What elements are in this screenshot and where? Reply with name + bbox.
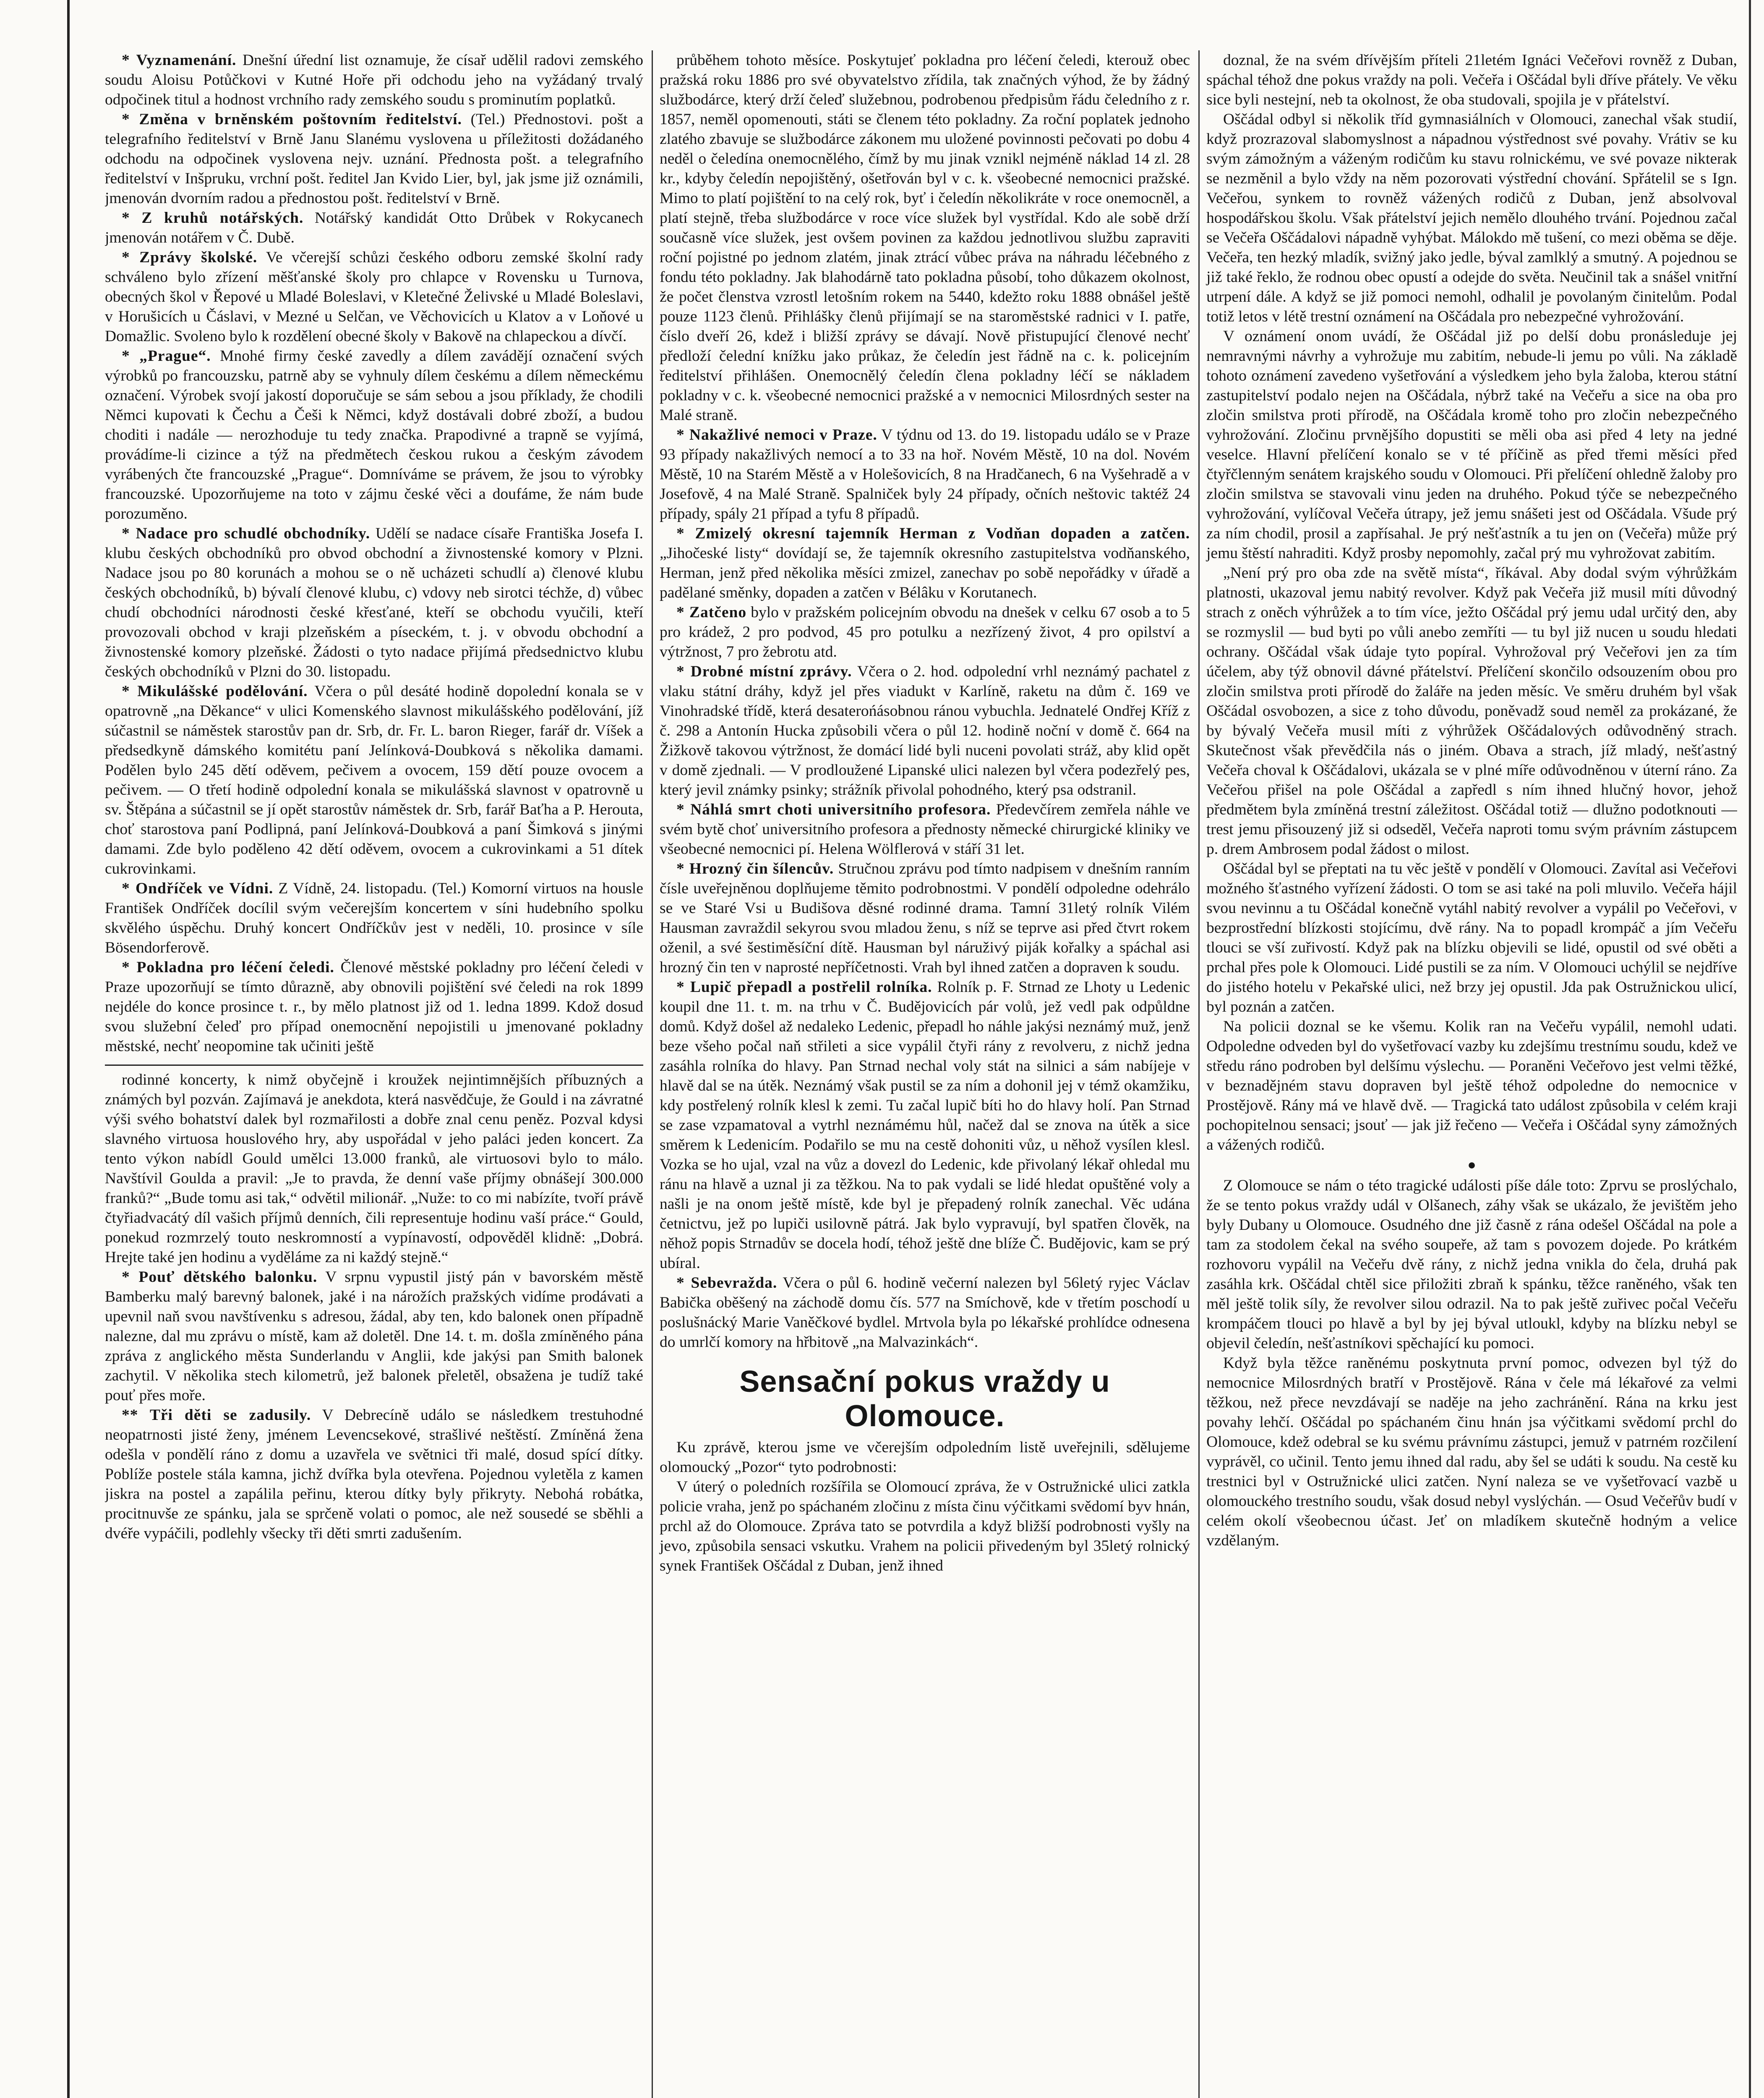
news-headline: * Zmizelý okresní tajemník Herman z Vodňan dopaden a zatčen. (676, 525, 1190, 542)
column-3 (1198, 50, 1737, 2098)
news-item (1206, 859, 1737, 1017)
news-headline: * Nakažlivé nemoci v Praze. (676, 426, 877, 444)
news-item (105, 346, 643, 524)
news-text: Dnešní úřední list oznamuje, že císař udělil radovi zemského soudu Aloisu Potůčkovi v Kutné Hoře při odchodu jeho na vyžádaný trvalý odpočinek titul a hodnost vrchního rady zemského soudu s prominutím poplatků. (105, 52, 643, 108)
news-item (660, 50, 1190, 425)
news-text: průběhem tohoto měsíce. Poskytujeť pokladna pro léčení čeledi, kterouž obec pražská roku 1886 pro své obyvatelstvo zřídila, tak značných výhod, že by žádný službodárce, který drží čeleď služebnou, podrobenou předpisům řádu čeledního z r. 1857, neměl opomenouti, státi se členem této pokladny. Za roční poplatek jednoho zlatého zbavuje se službodárce zákonem mu uložené povinnosti pečovati po dobu 4 neděl o čeledína onemocnělého, čímž by mu jinak vznikl nejméně náklad 14 zl. 28 kr., kdyby čeledín nepojištěný, ošetřován byl v c. k. všeobecné nemocnici pražské. Mimo to platí pojištění to na celý rok, byť i čeledín několikráte v roce onemocněl, a platí stejně, třeba službodárce v roce více služek byl vystřídal. Kdo ale sobě drží současně více služek, jest ovšem povinen za každou jednotlivou službu zapraviti roční pojistné po jednom zlatém, jinak ztrácí vůbec práva na náhradu léčebného z fondu této pokladny. Jak blahodárně tato pokladna působí, toho důkazem okolnost, že počet členstva vzrostl letošním rokem na 5440, kdežto roku 1888 obnášel ještě pouze 1123 členů. Přihlášky členů přijímají se na staroměstské radnici v I. patře, číslo dveří 26, kdež i bližší zprávy se dávají. Nově přistupující členové nechť předloží čelední knížku jako průkaz, že čeledín jest řádně na c. k. policejním ředitelství přihlášen. Onemocnělý čeledín člena pokladny léčí se nákladem pokladny v c. k. všeobecné nemocnici pražské a v nemocnici Milosrdných sester na Malé straně. (660, 52, 1190, 424)
news-headline: * Mikulášské podělování. (122, 683, 308, 700)
news-headline: ** Tři děti se zadusily. (122, 1406, 311, 1424)
news-headline: * Drobné místní zprávy. (676, 663, 852, 680)
news-text: Stručnou zprávu pod tímto nadpisem v dnešním ranním čísle uveřejněnou doplňujeme těmito podrobnostmi. V pondělí odpoledne odehrálo se ve Staré Vsi u Budišova děsné rodinné drama. Tamní 31letý rolník Vilém Hausman zavraždil sekyrou svou mladou ženu, s níž se teprve asi před čtvrt rokem oženil, a své šestiměsíční dítě. Hausman byl náruživý piják kořalky a spáchal asi hrozný čin ten v naprosté nepříčetnosti. Vrah byl ihned zatčen a dopraven k soudu. (660, 860, 1190, 976)
news-text: rodinné koncerty, k nimž obyčejně i kroužek nejintimnějších příbuzných a známých byl pozván. Zajímavá je anekdota, která nasvědčuje, že Gould i na závratné výši svého bohatství dalek byl rozmařilosti a dobře znal cenu peněz. Pozval kdysi slavného virtuosa houslového hry, aby uspořádal v jeho paláci jeden koncert. Za tento výkon nabídl Gould umělci 13.000 franků, ale virtuosovi bylo to málo. Navštívil Goulda a pravil: „Je to pravda, že denní vaše příjmy obnášejí 300.000 franků?“ „Bude tomu asi tak,“ odvětil milionář. „Nuže: to co mi nabízíte, tvoří právě čtyřiadvacátý díl vašich příjmů denních, čili representuje hodinu vaší práce.“ Gould, ponekud rozmrzelý touto neskromností a vypínavostí, odpověděl klidně: „Dobrá. Hrejte také jen hodinu a vyděláme za ni každý stejně.“ (105, 1071, 643, 1266)
news-headline: * Z kruhů notářských. (122, 209, 304, 227)
news-text: Z Vídně, 24. listopadu. (Tel.) Komorní virtuos na housle František Ondříček docílil svým večerejším koncertem v síni hudebního spolku skvělého úspěchu. Druhý koncert Ondříčkův jest v neděli, 10. prosince v síle Bösendorferově. (105, 880, 643, 956)
news-text: Mnohé firmy české zavedly a dílem zavádějí označení svých výrobků po francouzsku, patrně aby se vyhnuly dílem českému a dílem německému označení. Výrobek svojí jakostí doporučuje se sám sebou a jsou příklady, že chodili Němci kupovati k Čechu a Češi k Němci, když dostávali dobré zboží, a budou choditi i nadále — nerozhoduje tu tedy značka. Prapodivné a trapně se vyjímá, provádíme-li cizince a týž na předmětech českou rukou a českým závodem vyrábených čte francouzské „Prague“. Domníváme se právem, že jsou to výrobky francouzské. Upozorňujeme na toto v zájmu české věci a doufáme, že nám bude porozuměno. (105, 347, 643, 522)
news-item (1206, 110, 1737, 326)
news-item (660, 800, 1190, 859)
news-headline: * Pouť dětského balonku. (122, 1268, 318, 1286)
news-text: Na policii doznal se ke všemu. Kolik ran na Večeřu vypálil, nemohl udati. Odpoledne odveden byl do vyšetřovací vazby ku zdejšímu trestnímu soudu, kdež ve středu ráno podroben byl delšímu výslechu. — Poraněni Večeřovo jest velmi těžké, v beznadějném stavu dopraven byl ještě téhož odpoledne do nemocnice v Prostějově. Rány má ve hlavě dvě. — Tragická tato událost způsobila v celém kraji pochopitelnou sensaci; jsouť — jak již řečeno — Večeřa i Oščádal syny zámožných a vážených rodičů. (1206, 1018, 1737, 1153)
section-dot-icon: ● (1467, 1157, 1476, 1173)
news-headline: * Zatčeno (676, 604, 747, 621)
news-text: Rolník p. F. Strnad ze Lhoty u Ledenic koupil dne 11. t. m. na trhu v Č. Budějovicích pár volů, jež vedl pak odpůldne domů. Když došel až nedaleko Ledenic, přepadl ho náhle jakýsi neznámý muž, jenž beze všeho počal naň střileti a sice vypálil čtyři rány z revolveru, z nichž jedna zasáhla rolníka do hlavy. Pan Strnad nechal voly stát na silnici a sám nabíjeje v hlavě dal se na útěk. Neznámý však pustil se za ním a dohonil jej v témž okamžiku, kdy postřelený rolník klesl k zemi. Tu začal lupič bíti ho do hlavy holí. Pan Strnad se zase vzpamatoval a vytrhl neznámému hůl, načež dal se znova na útěk a sice směrem k Ledenicím. Podařilo se mu na cestě dohoniti vůz, u něhož vysílen klesl. Vozka se ho ujal, vzal na vůz a dovezl do Ledenic, kde přivolaný lékař ohledal mu ránu na hlavě a uznal ji za těžkou. Na to pak vydali se lidé hledat opuštěné voly a našli je na onom ještě místě, kde byl je přepadený rolník zanechal. Věc udána četnictvu, jež po lupiči usilovně pátrá. Jak bylo vypravují, byl spatřen člověk, na něhož popis Strnadův se docela hodí, téhož ještě dne blíže Č. Budějovic, kam se prý ubíral. (660, 979, 1190, 1272)
news-item (1206, 1353, 1737, 1550)
column-1 (105, 50, 643, 2098)
news-text: Notářský kandidát Otto Drůbek v Rokycanech jmenován notářem v Č. Dubě. (105, 209, 643, 246)
news-text: bylo v pražském policejním obvodu na dnešek v celku 67 osob a to 5 pro krádež, 2 pro podvod, 45 pro potulku a nezřízený život, 4 pro opilství a výtržnost, 7 pro žebrotu atd. (660, 604, 1190, 660)
news-headline: * Změna v brněnském poštovním ředitelství. (122, 111, 462, 128)
news-text: (Tel.) Přednostovi. pošt a telegrafního ředitelství v Brně Janu Slanému vyslovena u příležitosti dožádaného odchodu na odpočinek vyslovena nejv. uznání. Přednosta pošt. a telegrafního ředitelství v Inšpruku, vrchní pošt. ředitel Jan Kvido Lier, byl, jak jsme již oznámili, jmenován dvorním radou a přednostou pošt. ředitelství v Brně. (105, 111, 643, 207)
news-text: Členové městské pokladny pro léčení čeledi v Praze upozorňují se tímto důrazně, aby obnovili pojištění své čeledi na rok 1899 nejdéle do konce prosince t. r., by mělo platnost již od 1. ledna 1899. Kdož dosud svou služební čeleď pro případ onemocnění nepojistili u jmenované pokladny městské, nechť neopomine tak učiniti ještě (105, 959, 643, 1055)
news-text: Ku zprávě, kterou jsme ve včerejším odpoledním listě uveřejnili, sdělujeme olomoucký „Pozor“ tyto podrobnosti: (660, 1439, 1190, 1476)
news-text: Oščádal byl se přeptati na tu věc ještě v pondělí v Olomouci. Zavítal asi Večeřovi možného šťastného vyřízení žádosti. O tom se asi také na poli mluvilo. Večeřa hájil svou nevinnu a tu Oščádal konečně vytáhl nabitý revolver a vypálil po Večeřovi, v bezprostřední blízkosti stojícímu, dvě rány. Na to popadl krompáč a jím Večeřu tlouci se vší zuřivostí. Když pak na blízku objevili se lidé, opustil od své oběti a prchal přes pole k Olomouci. Lidé pustili se za ním. V Olomouci uchýlil se nejdříve do jistého hotelu v Pekařské ulici, než brzy jej opustil. Jda pak Ostružnickou ulicí, byl poznán a zatčen. (1206, 860, 1737, 1015)
news-item (660, 977, 1190, 1273)
news-item (660, 1438, 1190, 1477)
news-item (1206, 563, 1737, 859)
news-item (1206, 326, 1737, 563)
news-text: Udělí se nadace císaře Františka Josefa I. klubu českých obchodníků pro obvod obchodní a živnostenské komory v Plzni. Nadace jsou po 80 korunách a mohou se o ně ucházeti schudlí a) členové klubu českých obchodníků, b) bývalí členové klubu, c) vdovy neb sirotci téchže, d) vůbec chudí obchodníci národnosti české křesťané, kteří se obchodu vyučili, kteří provozovali obchod v kraji plzeňském a píseckém, t. j. v obvodu obchodní a živnostenské komory plzeňské. Žádosti o tyto nadace přijímá předsednictvo klubu českých obchodníků v Plzni do 30. listopadu. (105, 525, 643, 680)
news-headline: * Náhlá smrt choti universitního profesora. (676, 801, 991, 818)
news-headline: * Pokladna pro léčení čeledi. (122, 959, 334, 976)
news-text: Když byla těžce raněnému poskytnuta první pomoc, odvezen byl týž do nemocnice Milosrdných bratří v Prostějově. Rána v čele má lékařové za velmi těžkou, než přece nevzdávají se naděje na jeho zachránění. Rána na krku jest povahy lehčí. Oščádal po spáchaném činu hnán jsa výčitkami svědomí prchl do Olomouce, kdež odebral se ku svému právnímu zástupci, jemuž v patrném rozčilení vyprávěl, co učinil. Tento jemu ihned dal radu, aby šel se udáti k soudu. Na cestě ku trestnici byl v Ostružnické ulici zatčen. Nyní naleza se ve vyšetřovací vazbě u olomouckého trestního soudu, však dosud nebyl vyslýchán. — Osud Večeřův budí v celém okolí všeobecnou účast. Jeť on mladíkem skutečně hodným a velice vzdělaným. (1206, 1354, 1737, 1549)
news-item (105, 1405, 643, 1543)
news-item (105, 524, 643, 681)
news-item (1206, 1017, 1737, 1155)
page-border-left (67, 0, 70, 2098)
news-headline: * Vyznamenání. (122, 52, 237, 69)
news-item (1206, 50, 1737, 110)
news-item (1206, 1176, 1737, 1353)
news-text: V Debrecíně událo se následkem trestuhodné neopatrnosti jisté ženy, jménem Levencsekové, strašlivé neštěstí. Zmíněná žena odešla v pondělí ráno z domu a uzavřela ve světnici tři malé, dosud spící dítky. Poblíže postele stála kamna, jichž dvířka byla otevřena. Pojednou vyletěla z kamen jiskra na postel a zapálila peřinu, kterou dítky byly přikryty. Nebohá robátka, procitnuvše ze spánku, jala se sprčeně volati o pomoc, ale než sousedé se sběhli a dvéře vypáčili, podlehly všecky tři děti smrti zadušením. (105, 1406, 643, 1542)
news-headline: * Nadace pro schudlé obchodníky. (122, 525, 371, 542)
news-text: Oščádal odbyl si několik tříd gymnasiálních v Olomouci, zanechal však studií, když prozrazoval slabomyslnost a nápadnou výstřednost své povahy. Vrátiv se ku svým zámožným a váženým rodičům ku stavu rolnickému, ve své povaze nikterak se nezměnil a bylo vždy na něm pozorovati výstřední chování. Spřátelil se s Ign. Večeřou, synkem to rovněž vážených rodičů z Duban, jenž absolvoval hospodářskou školu. Však přátelství jejich nemělo dlouhého trvání. Pojednou začal se Večeřa Oščádalovi nápadně vyhýbat. Málokdo mě tušení, co mezi oběma se děje. Večeřa, ten hezký mladík, svižný jako jedle, býval zamlklý a smutný. A pojednou se již také řeklo, že rodnou obec opustí a odejde do světa. Neučinil tak a snášel vnitřní utrpení dále. A když se již pomoci nemohl, odhalil je povolaným činitelům. Podal totiž letos v létě trestní oznámení na Oščádala pro nebezpečné vyhrožování. (1206, 111, 1737, 325)
news-headline: * Lupič přepadl a postřelil rolníka. (676, 979, 932, 996)
news-headline: * Hrozný čin šílencův. (676, 860, 834, 877)
news-item (105, 50, 643, 110)
news-item (105, 208, 643, 248)
news-text: Včera o půl 6. hodině večerní nalezen byl 56letý ryjec Václav Babička oběšený na záchodě domu čís. 577 na Smíchově, kde v třetím poschodí u poslušnácký Marie Vaněčkové bydlel. Mrtvola byla po lékařské prohlídce odnesena do umrlčí komory na hřbitově „na Malvazinkách“. (660, 1274, 1190, 1351)
column-2 (652, 50, 1190, 2098)
news-item (660, 1477, 1190, 1576)
news-text: doznal, že na svém dřívějším příteli 21letém Ignáci Večeřovi rovněž z Duban, spáchal téhož dne pokus vraždy na poli. Večeřa i Oščádal byli dříve přátely. Ve věku sice byli nestejní, neb ta okolnost, že oba studovali, spojila je v přátelství. (1206, 52, 1737, 108)
news-item (660, 524, 1190, 603)
news-text: V srpnu vypustil jistý pán v bavorském městě Bamberku malý barevný balonek, jaké i na nárožích pražských vidíme prodávati a upevnil naň svou navštívenku s adresou, žádal, aby ten, kdo balonek onen případně nalezne, dal mu zprávu o místě, kam až doletěl. Dne 14. t. m. došla zmíněného pána zpráva z anglického města Sunderlandu v Anglii, kde jakýsi pan Smith balonek zachytil. V několika stech kilometrů, jež balonek přeletěl, obsažena je tudíž také pouť přes moře. (105, 1268, 643, 1404)
news-item (105, 248, 643, 346)
news-item (105, 110, 643, 208)
news-headline: * „Prague“. (122, 347, 211, 365)
news-headline: * Ondříček ve Vídni. (122, 880, 274, 897)
news-item (105, 1267, 643, 1405)
news-text: Ve včerejší schůzi českého odboru zemské školní rady schváleno bylo zřízení měšťanské školy pro chlapce v Rovensku u Turnova, obecných škol v Řepové u Mladé Boleslavi, v Kletečné Želivské u Mladé Boleslavi, v Horušicích u Čáslavi, v Mezné u Selčan, ve Věchovicích u Klatov a v Loňové u Domažlic. Svoleno bylo k rozdělení obecné školy v Bakově na chlapeckou a dívčí. (105, 249, 643, 345)
page-border-right (1749, 0, 1751, 2098)
news-text: V oznámení onom uvádí, že Oščádal již po delší dobu pronásleduje jej nemravnými návrhy a vyhrožuje mu zabitím, nebude-li jemu po vůli. Na základě tohoto oznámení zavedeno vyšetřování a výsledkem jeho byla žaloba, kterou státní zastupitelství podalo nejen na Oščádala, nýbrž také na Večeřu a sice na oba pro zločin smilstva proti přírodě, na Oščádala kromě toho pro zločin nebezpečného vyhrožování. Zločinu prvnějšího dopustiti se měli oba asi před 4 lety na jedné veselce. Hlavní přelíčení konalo se v té příčině as před třemi měsíci před čtyřčlenným senátem krajského soudu v Olomouci. Při přelíčení ohledně žaloby pro zločin smilstva se stavovali vinu jeden na druhého. Pokud týče se nebezpečného vyhrožování, vylíčoval Večeřa útrapy, jež jemu snášeti jest od Oščádala. Všude prý za ním chodil, prosil a zapřísahal. Je prý nešťastník a tu jen on (Večeřa) může prý jemu štěstí nahraditi. Když prosby nepomohly, začal prý mu vyhrožovat zabitím. (1206, 328, 1737, 562)
news-text: „Jihočeské listy“ dovídají se, že tajemník okresního zastupitelstva vodňanského, Herman, jenž před několika měsíci zmizel, zanechav po sobě nepořádky v úřadě a padělané směnky, dopaden a zatčen v Bélâku v Korutanech. (660, 545, 1190, 601)
news-text: V týdnu od 13. do 19. listopadu událo se v Praze 93 případy nakažlivých nemocí a to 33 na hoř. Novém Městě, 10 na dol. Novém Městě, 10 na Starém Městě a v Holešovicích, 8 na Hradčanech, 6 na Vyšehradě a v Josefově, 4 na Malé Straně. Spalniček byly 24 případy, očních neštovic taktéž 24 případy, spály 21 případ a tyfu 8 případů. (660, 426, 1190, 522)
news-item (660, 1273, 1190, 1352)
news-headline: * Sebevražda. (676, 1274, 778, 1292)
news-item (660, 603, 1190, 662)
news-item (105, 681, 643, 879)
news-item (660, 859, 1190, 977)
news-headline: * Zprávy školské. (122, 249, 258, 266)
article-title: Sensační pokus vraždy u Olomouce. (739, 1365, 1110, 1433)
separator-rule (105, 1065, 643, 1066)
news-item (105, 958, 643, 1056)
news-text: Z Olomouce se nám o této tragické události píše dále toto: Zprvu se proslýchalo, že se tento pokus vraždy udál v Olšanech, záhy však se ukázalo, že jevištěm jeho byly Dubany u Olomouce. Osudného dne již časně z rána odešel Oščádal na pole a tam za stodolem čekal na svého soupeře, až tam s povozem dojede. Po krátkém rozhovoru vypálil na Večeřu dvě rány, z nichž jedna vnikla do čela, druhá pak zasáhla krk. Oščádal chtěl sice přiložiti zbraň k spánku, těžce raněného, však ten měl ještě tolik síly, že revolver silou odrazil. Na to pak ještě zuřivec počal Večeřu krompáčem tlouci po hlavě a byl by jej býval utloukl, kdyby na blízku nebyl se objevil čeledín, nešťastníkovi spěchající ku pomoci. (1206, 1177, 1737, 1352)
news-text: Včera o 2. hod. odpolední vrhl neznámý pachatel z vlaku státní dráhy, když jel přes viadukt v Karlíně, raketu na dům č. 169 ve Vinohradské třídě, která desaterońásobnou ránou vybuchla. Jednatelé Ondřej Kříž z č. 298 a Antonín Hucka způsobili včera o půl 12. hodině noční v domě č. 664 na Žižkově takovou výtržnost, že domácí lidé byli nuceni povolati stráž, aby klid opět v domě zjednali. — V prodloužené Lipanské ulici nalezen byl včera podezřelý pes, který jevil známky psinky; strážník přivolal pohodného, který psa odstranil. (660, 663, 1190, 798)
columns (105, 50, 1737, 2098)
news-item (105, 1070, 643, 1267)
news-item (660, 425, 1190, 524)
news-text: Včera o půl desáté hodině dopolední konala se v opatrovně „na Děkance“ v ulici Komenského slavnost mikulášského podělování, jíž súčastnil se náměstek starostův pan dr. Srb, dr. Fr. L. baron Rieger, farář dr. Víšek a předsedkyně dámského komitétu paní Jelínková-Doubková s několika damami. Podělen bylo 245 dětí oděvem, pečivem a ovocem, 159 dětí pouze ovocem a pečivem. — O třetí hodině odpolední konala se mikulášská slavnost v opatrovně u sv. Štěpána a súčastnil se jí opět starostův náměstek dr. Srb, farář Baťha a P. Herouta, choť starostova paní Podlipná, paní Jelínková-Doubková a paní Šimková s jinými damami. Zde bylo poděleno 42 dětí oděvem, ovocem a cukrovinkami a 51 dítek cukrovinkami. (105, 683, 643, 877)
news-item (660, 662, 1190, 800)
news-text: Předevčírem zemřela náhle ve svém bytě choť universitního profesora a přednosty německé chirurgické kliniky ve všeobecné nemocnici pí. Helena Wölflerová v stáří 31 let. (660, 801, 1190, 858)
news-text: „Není prý pro oba zde na světě místa“, říkával. Aby dodal svým výhrůžkám platnosti, ukazoval jemu nabitý revolver. Když pak Večeřa již musil míti důvodný strach z oněch výhrůžek a to tím více, ježto Oščádal prý jemu udal určitý den, aby se rozmyslil — bud byti po vůli anebo zemříti — tu byl již nucen u soudu hledati ochrany. Oščádal však údaje tyto popíral. Vyhrožoval prý Večeřovi jen za tím účelem, aby týž obnovil dávné přátelství. Přelíčení skončilo odsouzením obou pro zločin smilstva proti přírodě do žaláře na jeden měsíc. Ve směru druhém byl však Oščádal osvobozen, a sice z toho důvodu, poněvadž soud neměl za prokázané, že by bývalý Večeřa musil míti z výhrůžek Oščádalových odůvodněný strach. Skutečnost však převědčila nás o jiném. Obava a strach, jíž mladý, nešťastný Večeřa choval k Oščádalovi, ukázala se v plné míře odůvodněnou v úterní ráno. Za Večeřou přišel na pole Oščádal a zapředl s ním ihned hlučný hovor, jehož předmětem byla zmíněná trestní záležitost. Oščádal totiž — dlužno podotknouti — trest jemu přisouzený již si odseděl, Večeřa naproti tomu svým právním zástupcem p. drem Ambrosem podal žádost o milost. (1206, 564, 1737, 858)
news-text: V úterý o poledních rozšířila se Olomoucí zpráva, že v Ostružnické ulici zatkla policie vraha, jenž po spáchaném zločinu z místa činu výčitkami svědomí byv hnán, prchl až do Olomouce. Zpráva tato se potvrdila a když bližší podrobnosti vyšly na jevo, způsobila sensaci vskutku. Vrahem na policii přivedeným byl 35letý rolnický synek František Oščádal z Duban, jenž ihned (660, 1478, 1190, 1574)
news-item (105, 879, 643, 958)
